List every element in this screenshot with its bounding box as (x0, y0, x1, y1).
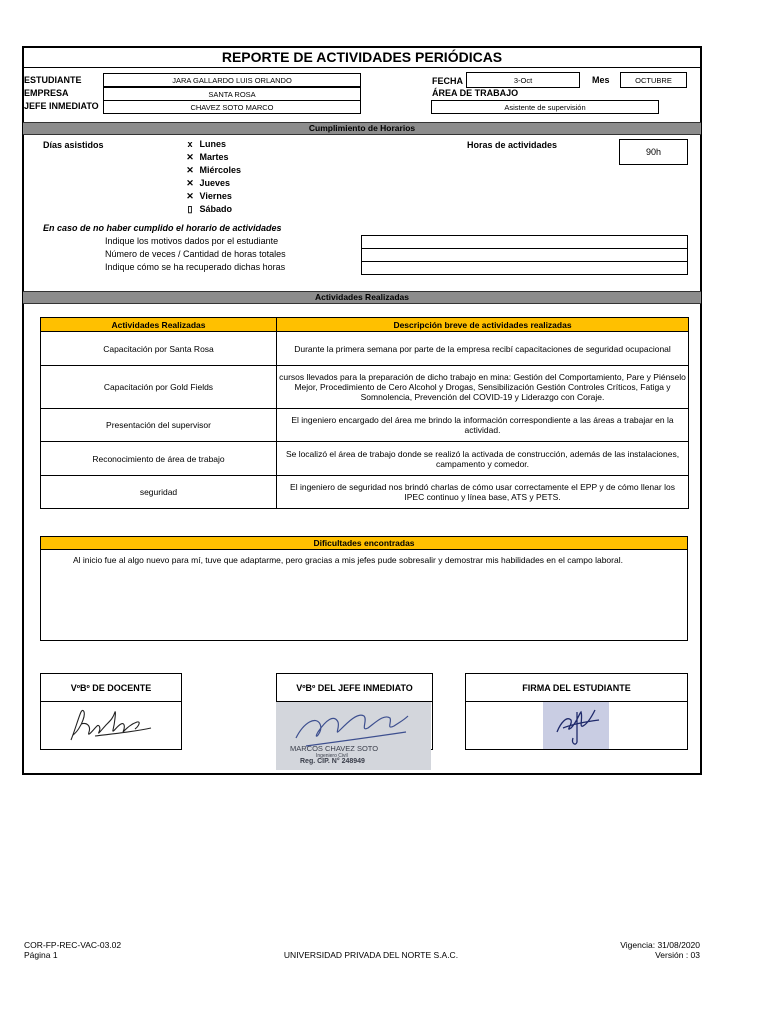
descripcion-cell[interactable]: Se localizó el área de trabajo donde se realizó la activada de construcción, además de las instalaciones, campamento y comedor. (277, 442, 689, 476)
recuperado-field[interactable] (361, 261, 688, 275)
jefe-stamp-image (276, 702, 431, 770)
table-row (41, 442, 689, 476)
descripcion-cell[interactable]: cursos llevados para la preparación de dicho trabajo en mina: Gestión del Comportamiento, Pare y Piénselo Mejor, Procedimiento de Cero Alcohol y Drogas, Sensibilización Gestión Controles Críticos, Fatiga y Somnolencia, Prevención del COVID-19 y Liderazgo con Coraje. (277, 366, 689, 409)
day-martes[interactable]: ✕ Martes (183, 152, 241, 165)
estudiante-signature-scribble (543, 702, 609, 749)
day-check-icon: ✕ (186, 191, 194, 201)
actividad-cell[interactable]: Reconocimiento de área de trabajo (41, 442, 277, 476)
jefe-signature-label: VºBº DEL JEFE INMEDIATO (277, 674, 432, 702)
motivos-label: Indique los motivos dados por el estudiante (105, 236, 279, 246)
dificultades-title: Dificultades encontradas (40, 536, 688, 550)
actividad-cell[interactable]: Capacitación por Gold Fields (41, 366, 277, 409)
motivos-field[interactable] (361, 235, 688, 249)
actividades-table (40, 317, 689, 509)
horas-field[interactable]: 90h (619, 139, 688, 165)
empresa-label: EMPRESA (24, 88, 69, 98)
no-cumplido-title: En caso de no haber cumplido el horario de actividades (43, 223, 282, 233)
dificultades-box[interactable] (40, 549, 688, 641)
footer-code: COR-FP-REC-VAC-03.02 (24, 940, 122, 950)
actividades-section-title: Actividades Realizadas (23, 291, 701, 304)
descripcion-cell[interactable]: El ingeniero encargado del área me brindo la información correspondiente a las áreas a trabajar en la actividad. (277, 409, 689, 442)
fecha-label: FECHA (432, 76, 463, 86)
mes-field[interactable]: OCTUBRE (620, 72, 687, 88)
actividad-cell[interactable]: Capacitación por Santa Rosa (41, 332, 277, 366)
day-jueves[interactable]: ✕ Jueves (183, 178, 241, 191)
stamp-name: MARCOS CHAVEZ SOTO (290, 744, 379, 753)
dificultades-text: Al inicio fue al algo nuevo para mí, tuve que adaptarme, pero gracias a mis jefes pude sobresalir y demostrar mis habilidades en el campo laboral. (73, 555, 623, 565)
col-actividades-header: Actividades Realizadas (41, 318, 277, 332)
veces-field[interactable] (361, 248, 688, 262)
day-sabado[interactable]: ▯ Sábado (183, 204, 241, 217)
actividad-cell[interactable]: seguridad (41, 476, 277, 509)
descripcion-cell[interactable]: El ingeniero de seguridad nos brindó charlas de cómo usar correctamente el EPP y de cómo llenar los IPEC continuo y línea base, ATS y PETS. (277, 476, 689, 509)
day-lunes[interactable]: x Lunes (183, 139, 241, 152)
footer-vigencia: Vigencia: 31/08/2020 (620, 940, 700, 950)
actividad-cell[interactable]: Presentación del supervisor (41, 409, 277, 442)
descripcion-cell[interactable]: Durante la primera semana por parte de la empresa recibí capacitaciones de seguridad ocupacional (277, 332, 689, 366)
docente-signature-image (41, 702, 181, 748)
footer-page: Página 1 (24, 950, 58, 960)
docente-signature-box[interactable] (40, 673, 182, 750)
jefe-field[interactable]: CHAVEZ SOTO MARCO (103, 100, 361, 114)
dias-asistidos-label: Días asistidos (43, 140, 104, 150)
estudiante-label: ESTUDIANTE (24, 75, 82, 85)
col-descripcion-header: Descripción breve de actividades realizadas (277, 318, 689, 332)
table-row (41, 332, 689, 366)
day-empty-icon: ▯ (187, 204, 193, 214)
horas-label: Horas de actividades (467, 140, 558, 150)
days-list (183, 139, 241, 217)
day-check-icon: x (187, 139, 193, 149)
estudiante-signature-label: FIRMA DEL ESTUDIANTE (466, 674, 687, 702)
day-check-icon: ✕ (186, 152, 194, 162)
veces-label: Número de veces / Cantidad de horas totales (105, 249, 286, 259)
form-title: REPORTE DE ACTIVIDADES PERIÓDICAS (22, 46, 702, 68)
mes-label: Mes (592, 75, 610, 85)
footer-institution: UNIVERSIDAD PRIVADA DEL NORTE S.A.C. (283, 950, 459, 960)
stamp-title: Ingeniero Civil (316, 753, 348, 759)
day-viernes[interactable]: ✕ Viernes (183, 191, 241, 204)
table-header-row (41, 318, 689, 332)
empresa-field[interactable]: SANTA ROSA (103, 87, 361, 101)
estudiante-field[interactable]: JARA GALLARDO LUIS ORLANDO (103, 73, 361, 87)
area-field[interactable]: Asistente de supervisión (431, 100, 659, 114)
fecha-field[interactable]: 3-Oct (466, 72, 580, 88)
table-row (41, 366, 689, 409)
docente-signature-label: VºBº DE DOCENTE (41, 674, 181, 702)
horarios-section-title: Cumplimiento de Horarios (23, 122, 701, 135)
table-row (41, 476, 689, 509)
day-check-icon: ✕ (186, 165, 194, 175)
area-label: ÁREA DE TRABAJO (432, 88, 519, 98)
day-check-icon: ✕ (186, 178, 194, 188)
day-miercoles[interactable]: ✕ Miércoles (183, 165, 241, 178)
recuperado-label: Indique cómo se ha recuperado dichas horas (105, 262, 286, 272)
stamp-reg: Reg. CIP. N° 248949 (300, 758, 365, 765)
estudiante-signature-image (543, 702, 609, 749)
table-row (41, 409, 689, 442)
jefe-label: JEFE INMEDIATO (24, 101, 99, 111)
footer-version: Versión : 03 (655, 950, 700, 960)
